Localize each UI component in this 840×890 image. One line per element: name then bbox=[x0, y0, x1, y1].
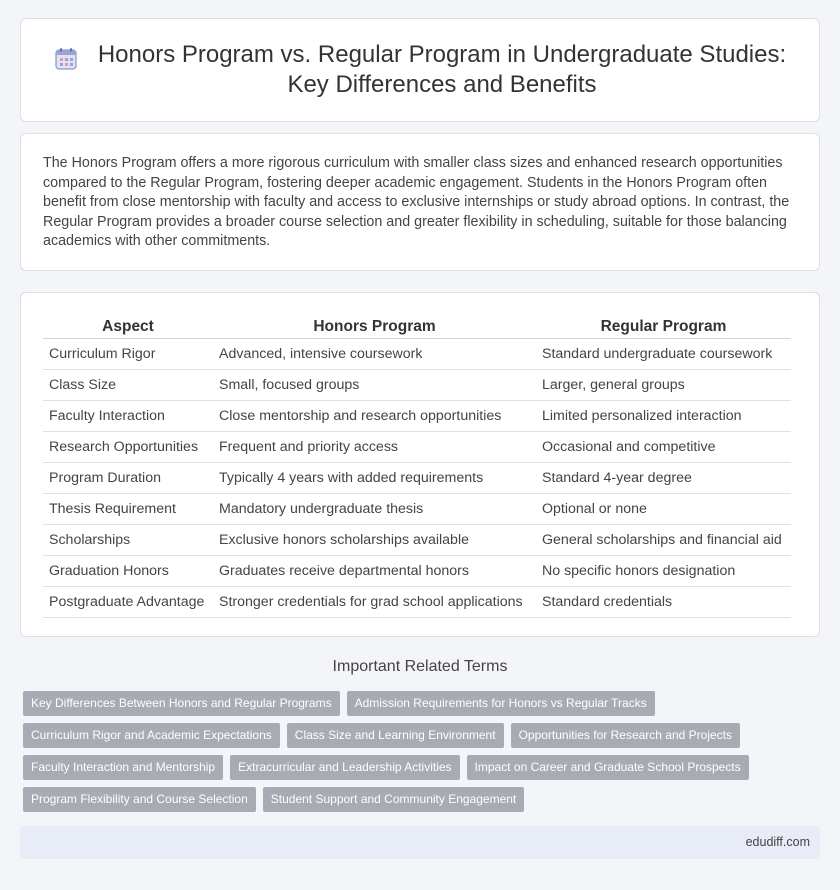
related-term-tag[interactable]: Opportunities for Research and Projects bbox=[511, 723, 740, 748]
column-header-regular: Regular Program bbox=[536, 314, 791, 339]
related-term-tag[interactable]: Curriculum Rigor and Academic Expectations bbox=[23, 723, 280, 748]
cell-aspect: Research Opportunities bbox=[43, 432, 213, 463]
cell-honors: Exclusive honors scholarships available bbox=[213, 525, 536, 556]
related-terms-title: Important Related Terms bbox=[332, 658, 508, 675]
related-term-tag[interactable]: Extracurricular and Leadership Activities bbox=[230, 755, 459, 780]
related-term-tag[interactable]: Admission Requirements for Honors vs Regular Tracks bbox=[347, 691, 655, 716]
document-calendar-icon bbox=[53, 46, 79, 72]
cell-regular: Standard undergraduate coursework bbox=[536, 339, 791, 370]
table-row bbox=[43, 463, 791, 494]
cell-aspect: Graduation Honors bbox=[43, 556, 213, 587]
cell-honors: Stronger credentials for grad school applications bbox=[213, 587, 536, 618]
cell-regular: Optional or none bbox=[536, 494, 791, 525]
footer bbox=[20, 826, 820, 859]
table-row bbox=[43, 525, 791, 556]
table-row bbox=[43, 401, 791, 432]
cell-aspect: Scholarships bbox=[43, 525, 213, 556]
footer-site-link[interactable]: edudiff.com bbox=[745, 835, 810, 849]
cell-aspect: Thesis Requirement bbox=[43, 494, 213, 525]
cell-regular: Standard credentials bbox=[536, 587, 791, 618]
table-row bbox=[43, 587, 791, 618]
column-header-aspect: Aspect bbox=[43, 314, 213, 339]
intro-card bbox=[20, 133, 820, 271]
cell-regular: General scholarships and financial aid bbox=[536, 525, 791, 556]
cell-aspect: Curriculum Rigor bbox=[43, 339, 213, 370]
cell-honors: Graduates receive departmental honors bbox=[213, 556, 536, 587]
comparison-table bbox=[43, 314, 791, 618]
cell-regular: Limited personalized interaction bbox=[536, 401, 791, 432]
cell-aspect: Postgraduate Advantage bbox=[43, 587, 213, 618]
cell-honors: Mandatory undergraduate thesis bbox=[213, 494, 536, 525]
cell-aspect: Program Duration bbox=[43, 463, 213, 494]
cell-aspect: Class Size bbox=[43, 370, 213, 401]
column-header-honors: Honors Program bbox=[213, 314, 536, 339]
comparison-table-card bbox=[20, 292, 820, 637]
intro-paragraph: The Honors Program offers a more rigorous curriculum with smaller class sizes and enhanced research opportunities compared to the Regular Program, fostering deeper academic engagement. Students in the Honors Program often benefit from close mentorship with faculty and access to exclusive internships or study abroad options. In contrast, the Regular Program provides a broader course selection and greater flexibility in scheduling, suitable for those balancing academics with other commitments. bbox=[43, 155, 790, 250]
related-term-tag[interactable]: Key Differences Between Honors and Regular Programs bbox=[23, 691, 340, 716]
cell-regular: No specific honors designation bbox=[536, 556, 791, 587]
cell-honors: Small, focused groups bbox=[213, 370, 536, 401]
table-row bbox=[43, 494, 791, 525]
cell-regular: Standard 4-year degree bbox=[536, 463, 791, 494]
cell-honors: Close mentorship and research opportunities bbox=[213, 401, 536, 432]
related-term-tag[interactable]: Program Flexibility and Course Selection bbox=[23, 787, 256, 812]
page-title: Honors Program vs. Regular Program in Undergraduate Studies: Key Differences and Benefits bbox=[97, 41, 787, 98]
related-terms-list bbox=[23, 691, 823, 819]
table-row bbox=[43, 556, 791, 587]
cell-regular: Larger, general groups bbox=[536, 370, 791, 401]
table-row bbox=[43, 432, 791, 463]
table-row bbox=[43, 370, 791, 401]
table-header-row bbox=[43, 314, 791, 339]
cell-regular: Occasional and competitive bbox=[536, 432, 791, 463]
cell-honors: Typically 4 years with added requirements bbox=[213, 463, 536, 494]
cell-aspect: Faculty Interaction bbox=[43, 401, 213, 432]
table-row bbox=[43, 339, 791, 370]
cell-honors: Frequent and priority access bbox=[213, 432, 536, 463]
related-term-tag[interactable]: Student Support and Community Engagement bbox=[263, 787, 524, 812]
related-term-tag[interactable]: Faculty Interaction and Mentorship bbox=[23, 755, 223, 780]
header-card bbox=[20, 18, 820, 122]
related-term-tag[interactable]: Impact on Career and Graduate School Prospects bbox=[467, 755, 749, 780]
cell-honors: Advanced, intensive coursework bbox=[213, 339, 536, 370]
related-term-tag[interactable]: Class Size and Learning Environment bbox=[287, 723, 504, 748]
